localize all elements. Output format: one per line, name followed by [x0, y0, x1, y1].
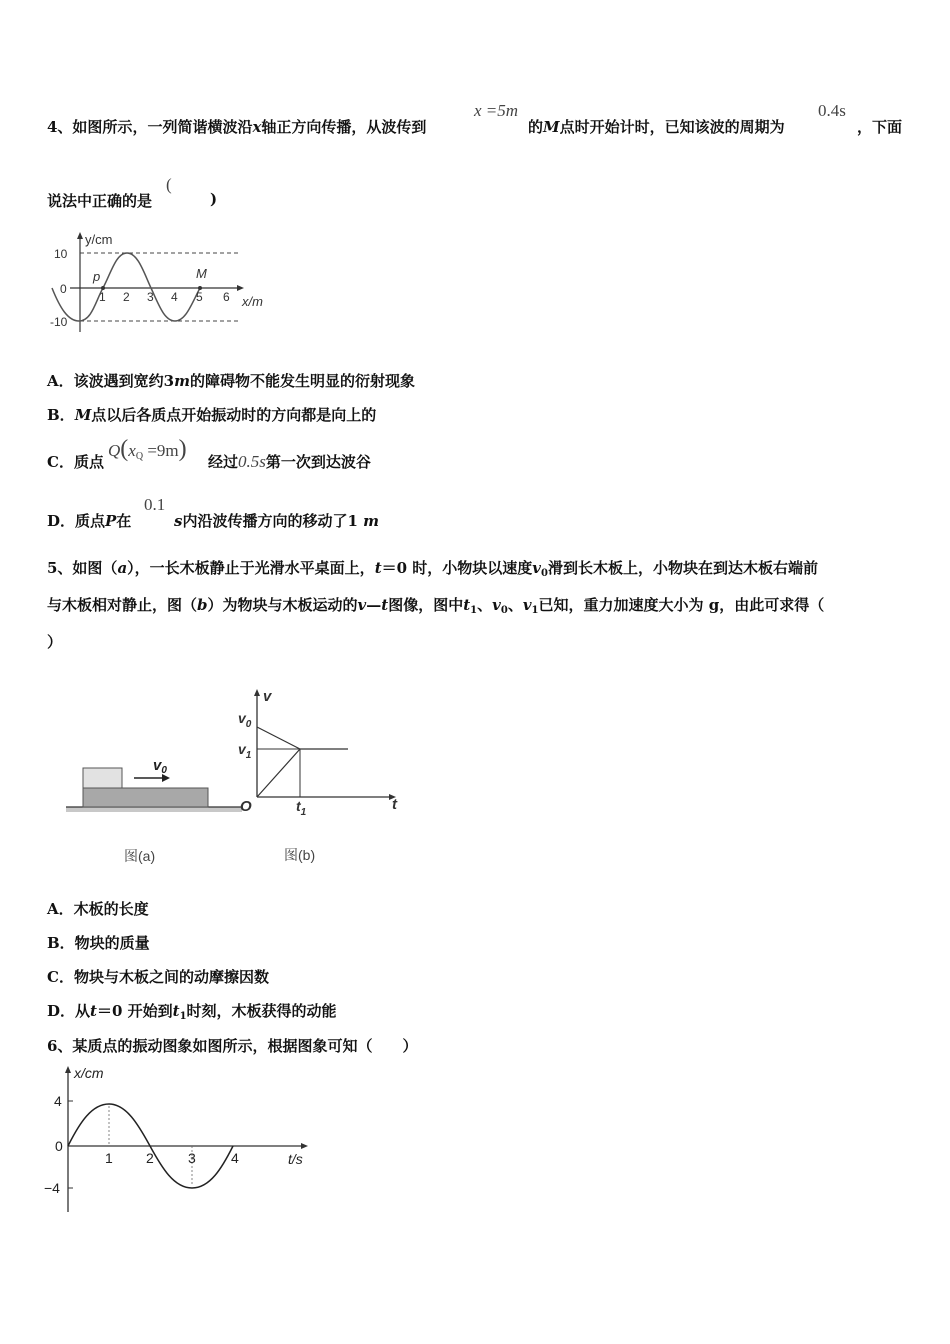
q5-b-v0: $v_0$ [238, 710, 252, 730]
q6-t-arrow [301, 1143, 308, 1149]
q4-stem-line1-c: ，下面 [857, 118, 903, 136]
q4-x-label: x/m [242, 294, 263, 309]
q5-option-a: A．木板的长度 [47, 900, 149, 918]
q6-y-tick-4: 4 [54, 1093, 62, 1109]
q5-b-board-line [257, 749, 300, 797]
q4-option-c-b: 经过0.5s第一次到达波谷 [208, 452, 371, 471]
q6-y-tick-0: 0 [55, 1138, 63, 1154]
q6-x-tick-2: 2 [146, 1150, 154, 1166]
q5-option-d: D．从t＝0 开始到$t_1$时刻，木板获得的动能 [47, 1002, 337, 1022]
q6-x-tick-3: 3 [188, 1150, 196, 1166]
q5-b-v-arrow [254, 689, 260, 696]
q4-math-period: 0.4s [818, 101, 846, 120]
q4-stem-line2: 说法中正确的是 [47, 192, 153, 210]
q4-option-c: C．质点 [47, 453, 104, 471]
q4-option-b: B．M点以后各质点开始振动时的方向都是向上的 [47, 406, 377, 424]
q5-board [83, 788, 208, 807]
q4-option-d: D．质点P在 [47, 512, 132, 530]
q6-stem: 6、某质点的振动图象如图所示，根据图象可知（ ） [47, 1037, 418, 1055]
q4-label-M: M [196, 266, 207, 281]
q5-b-axis-v: v [263, 688, 272, 705]
q5-figure-b [232, 685, 412, 870]
q5-fig-b-caption: 图(b) [284, 847, 316, 863]
q5-stem-line1: 5、如图（a），一长木板静止于光滑水平桌面上，t＝0 时，小物块以速度$v_0$滑到长木板上，小物块在到达木板右端前 [47, 559, 818, 579]
q5-table-surface [66, 807, 242, 812]
q4-x-tick-1: 1 [99, 290, 106, 304]
q4-wave-curve [52, 253, 200, 321]
q4-y-label: y/cm [85, 232, 113, 247]
q6-y-label: x/cm [74, 1065, 104, 1081]
q4-option-a: A．该波遇到宽约3m的障碍物不能发生明显的衍射现象 [47, 372, 415, 390]
q6-x-tick-4: 4 [231, 1150, 239, 1166]
q4-option-c-math: $Q(x_Q =9m)$ [108, 436, 187, 462]
q6-t-label: t/s [288, 1151, 303, 1167]
q5-b-block-line [257, 727, 300, 749]
q5-b-v1: $v_1$ [238, 741, 252, 761]
q5-b-axis-t: t [392, 796, 397, 813]
q5-fig-a-v0: $v_0$ [153, 757, 167, 776]
q4-math-x5m: x =5m [474, 101, 519, 120]
q4-y-tick-neg10: -10 [50, 315, 68, 329]
q5-block [83, 768, 122, 788]
q4-x-tick-6: 6 [223, 290, 230, 304]
q4-stem-line1: 4、如图所示，一列简谐横波沿x轴正方向传播，从波传到 [47, 118, 427, 136]
q4-var-M: M [543, 118, 560, 136]
q5-fig-a-caption: 图(a) [124, 848, 156, 864]
q6-vibration-graph [38, 1062, 323, 1217]
q4-paren-open: ( [166, 175, 172, 194]
q5-b-t1: $t_1$ [296, 798, 307, 818]
q4-option-d-b: s内沿波传播方向的移动了1 m [174, 512, 380, 530]
q4-x-arrow [237, 285, 244, 291]
q5-b-origin: O [240, 798, 252, 815]
q4-label-p: p [93, 269, 101, 284]
q4-paren-close: ) [210, 190, 218, 208]
q4-y-tick-10: 10 [54, 247, 68, 261]
q4-x-tick-3: 3 [147, 290, 154, 304]
q5-option-b: B．物块的质量 [47, 934, 150, 952]
q4-y-arrow [77, 232, 83, 239]
q5-stem-line3: ） [47, 633, 63, 651]
q4-stem-line1-b: 的M点时开始计时，已知该波的周期为 [528, 118, 785, 136]
q5-stem-line2: 与木板相对静止，图（b）为物块与木板运动的v—t图像，图中$t_1$、$v_0$、$v_1$已知，重力加速度大小为 g，由此可求得（ [47, 596, 825, 616]
q6-x-tick-1: 1 [105, 1150, 113, 1166]
q6-y-tick-neg4: −4 [44, 1180, 60, 1196]
q4-x-tick-2: 2 [123, 290, 130, 304]
q4-x-tick-4: 4 [171, 290, 178, 304]
q4-x-tick-5: 5 [196, 290, 203, 304]
q4-var-x: x [252, 118, 262, 136]
q4-wave-graph [40, 228, 280, 338]
q5-option-c: C．物块与木板之间的动摩擦因数 [47, 968, 269, 986]
q4-option-d-math: 0.1 [144, 495, 166, 514]
q6-y-arrow [65, 1066, 71, 1073]
q5-figure-a [60, 740, 250, 870]
q4-y-tick-0: 0 [60, 282, 67, 296]
